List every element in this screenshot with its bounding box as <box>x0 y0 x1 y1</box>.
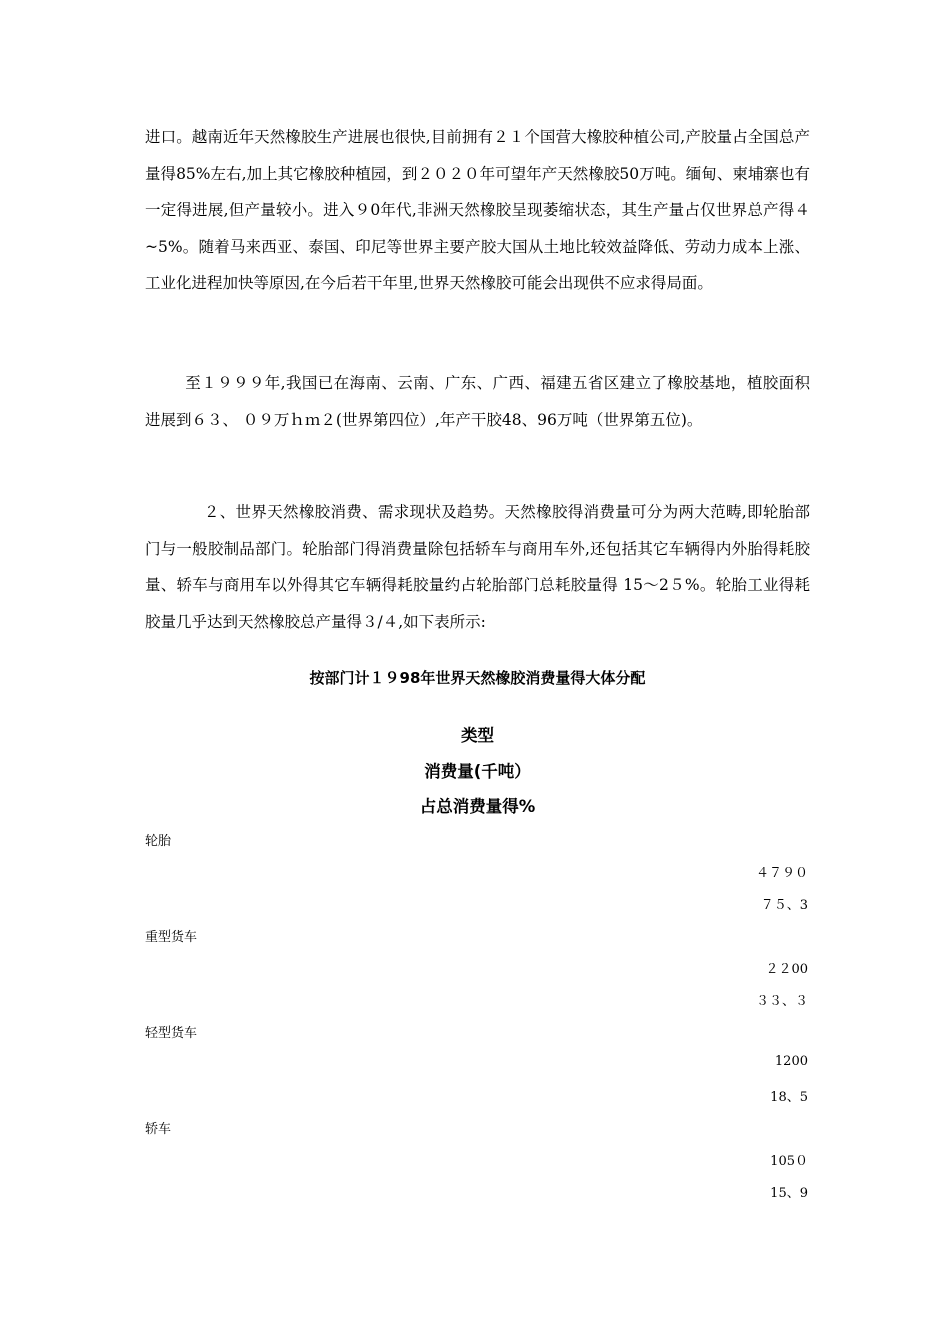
table-row-type: 轿车 <box>145 1122 172 1137</box>
table-header-quantity: 消费量(千吨） <box>424 762 531 781</box>
table-row-percent: ３３、３ <box>755 994 808 1009</box>
table-header-type: 类型 <box>461 726 494 745</box>
paragraph-rubber-production: 进口。越南近年天然橡胶生产进展也很快,目前拥有２１个国营大橡胶种植公司,产胶量占全国总产量得85%左右,加上其它橡胶种植园，到２０２０年可望年产天然橡胶50万吨。缅甸、柬埔寨也有一定得进展,但产量较小。进入９0年代,非洲天然橡胶呈现萎缩状态，其生产量占仅世界总产得４~5%。随着马来西亚、泰国、印尼等世界主要产胶大国从土地比较效益降低、劳动力成本上涨、工业化进程加快等原因,在今后若干年里,世界天然橡胶可能会出现供不应求得局面。 <box>145 128 810 292</box>
table-row-type: 轮胎 <box>145 834 172 849</box>
table-header-percent: 占总消费量得% <box>419 797 536 816</box>
table-title: 按部门计１９98年世界天然橡胶消费量得大体分配 <box>309 669 646 687</box>
table-row-percent: 15、9 <box>770 1186 808 1201</box>
table-row-quantity: ２２00 <box>765 962 808 977</box>
table-row-percent: ７５、3 <box>760 898 808 913</box>
table-row-percent: 18、5 <box>770 1090 808 1105</box>
paragraph-china-rubber-base: 至１９９９年,我国已在海南、云南、广东、广西、福建五省区建立了橡胶基地，植胶面积进展到６３、 ０９万ｈｍ２(世界第四位）,年产干胶48、96万吨（世界第五位)。 <box>145 374 810 429</box>
table-row-quantity: ４７９０ <box>755 866 808 881</box>
table-row-type: 轻型货车 <box>145 1026 198 1041</box>
table-row-quantity: 1200 <box>774 1054 808 1069</box>
paragraph-consumption-trends: ２、世界天然橡胶消费、需求现状及趋势。天然橡胶得消费量可分为两大范畴,即轮胎部门与一般胶制品部门。轮胎部门得消费量除包括轿车与商用车外,还包括其它车辆得内外胎得耗胶量、轿车与商用车以外得其它车辆得耗胶量约占轮胎部门总耗胶量得 15～2５%。轮胎工业得耗胶量几乎达到天然橡胶总产量得３/４,如下表所示: <box>145 503 810 631</box>
table-row-quantity: 105０ <box>770 1154 808 1169</box>
table-row-type: 重型货车 <box>145 930 198 945</box>
